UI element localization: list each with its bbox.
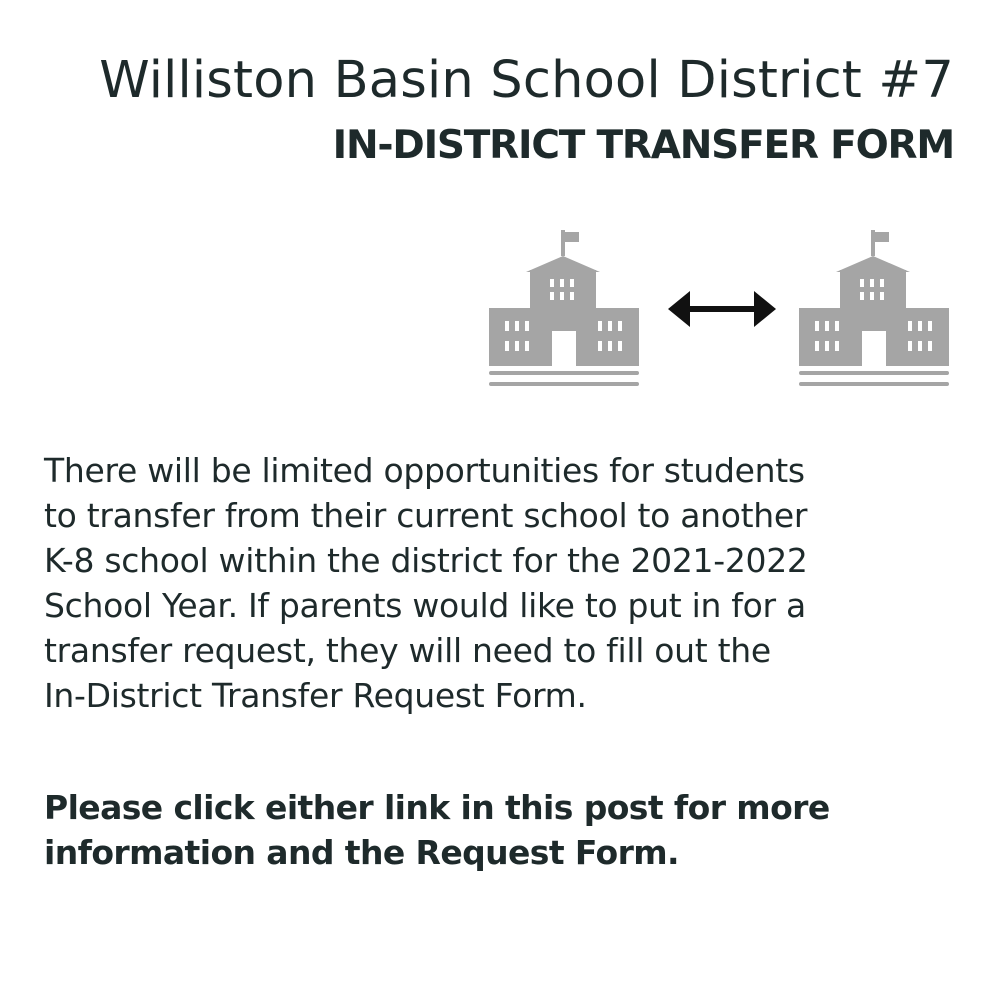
district-title: Williston Basin School District #7: [99, 51, 954, 110]
call-to-action: [44, 785, 944, 875]
intro-line: There will be limited opportunities for students: [44, 451, 805, 490]
intro-line: In-District Transfer Request Form.: [44, 676, 587, 715]
school-building-right-icon: [799, 230, 949, 386]
intro-line: transfer request, they will need to fill out the: [44, 631, 771, 670]
intro-line: School Year. If parents would like to put in for a: [44, 586, 806, 625]
transfer-illustration: [484, 228, 962, 396]
cta-line: Please click either link in this post for more: [44, 788, 830, 827]
school-building-left-icon: [489, 230, 639, 386]
intro-line: K-8 school within the district for the 2021-2022: [44, 541, 808, 580]
intro-line: to transfer from their current school to another: [44, 496, 808, 535]
double-arrow-icon: [668, 291, 776, 327]
intro-paragraph: [44, 448, 944, 718]
form-title: IN-DISTRICT TRANSFER FORM: [332, 123, 954, 168]
cta-line: information and the Request Form.: [44, 833, 679, 872]
